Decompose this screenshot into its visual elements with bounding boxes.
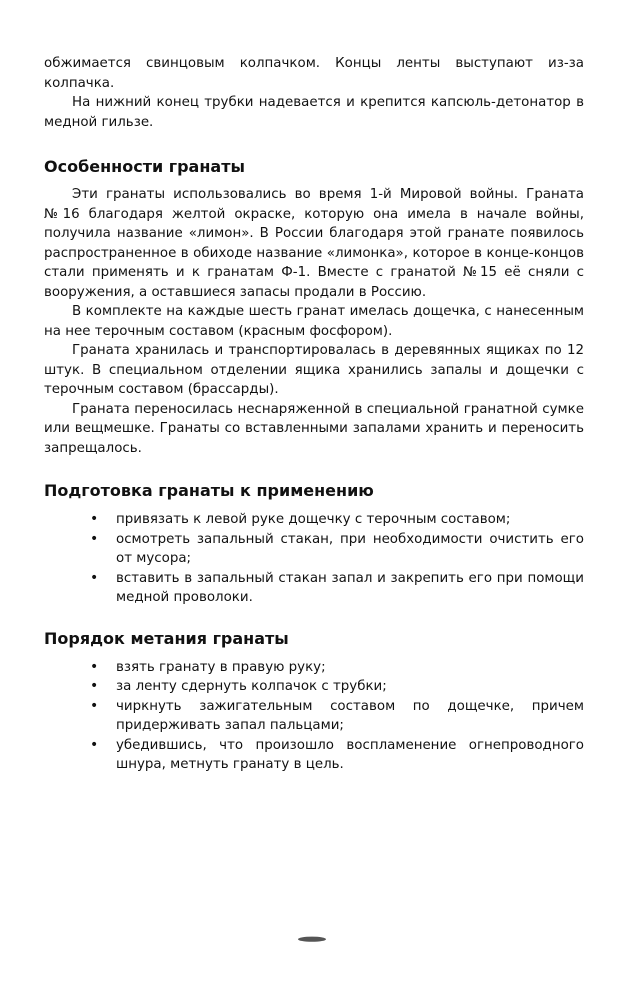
list-item-text: вставить в запальный стакан запал и закрепить его при помощи медной проволоки. — [116, 570, 584, 605]
section-heading-features: Особенности гранаты — [44, 157, 245, 176]
list-item — [90, 736, 584, 775]
list-item-text: привязать к левой руке дощечку с терочным составом; — [116, 512, 511, 527]
bullet-icon: • — [90, 658, 99, 675]
bullet-icon: • — [90, 511, 99, 527]
intro-paragraph-1: обжимается свинцовым колпачком. Концы ленты выступают из-за колпачка. — [44, 56, 584, 91]
section-heading-preparation: Подготовка гранаты к применению — [44, 481, 374, 500]
list-item-text: осмотреть запальный стакан, при необходимости очистить его от мусора; — [116, 531, 584, 566]
list-item — [90, 658, 584, 678]
list-item — [90, 530, 584, 569]
list-item — [90, 677, 584, 697]
section-heading-throwing: Порядок метания гранаты — [44, 628, 289, 648]
bullet-icon: • — [90, 736, 99, 753]
bullet-icon: • — [90, 678, 99, 694]
list-item — [90, 510, 584, 530]
features-paragraph-2: В комплекте на каждые шесть гранат имелась дощечка, с нанесенным на нее терочным составом (красным фосфором). — [44, 304, 584, 339]
features-paragraph-3: Граната хранилась и транспортировалась в деревянных ящиках по 12 штук. В специальном отделении ящика хранились запалы и дощечки с терочным составом (брассарды). — [44, 343, 584, 397]
list-item — [90, 697, 584, 736]
intro-paragraph-2: На нижний конец трубки надевается и крепится капсюль-детонатор в медной гильзе. — [44, 95, 584, 130]
book-page — [44, 54, 584, 775]
list-item-text: убедившись, что произошло воспламенение огнепроводного шнура, метнуть гранату в цель. — [116, 737, 584, 772]
list-item-text: взять гранату в правую руку; — [116, 659, 326, 675]
list-item — [90, 569, 584, 608]
features-paragraph-1: Эти гранаты использовались во время 1-й Мировой войны. Граната №16 благодаря желтой окраске, которую она имела в начале войны, получила название «лимон». В России благодаря этой гранате появилось распространенное в обиходе название «лимонка», которое в конце-концов стали применять и к гранатам Ф-1. Вместе с гранатой №15 её сняли с вооружения, а оставшиеся запасы продали в Россию. — [44, 187, 584, 300]
throwing-list — [44, 658, 584, 775]
bullet-icon: • — [90, 530, 99, 547]
page-folio-mark-icon — [297, 936, 327, 942]
preparation-list — [44, 510, 584, 608]
features-paragraph-4: Граната переносилась неснаряженной в специальной гранатной сумке или вещмешке. Гранаты со вставленными запалами хранить и переносить запрещалось. — [44, 401, 584, 456]
bullet-icon: • — [90, 569, 99, 586]
bullet-icon: • — [90, 697, 99, 714]
list-item-text: чиркнуть зажигательным составом по дощечке, причем придерживать запал пальцами; — [116, 698, 584, 733]
list-item-text: за ленту сдернуть колпачок с трубки; — [116, 679, 387, 694]
